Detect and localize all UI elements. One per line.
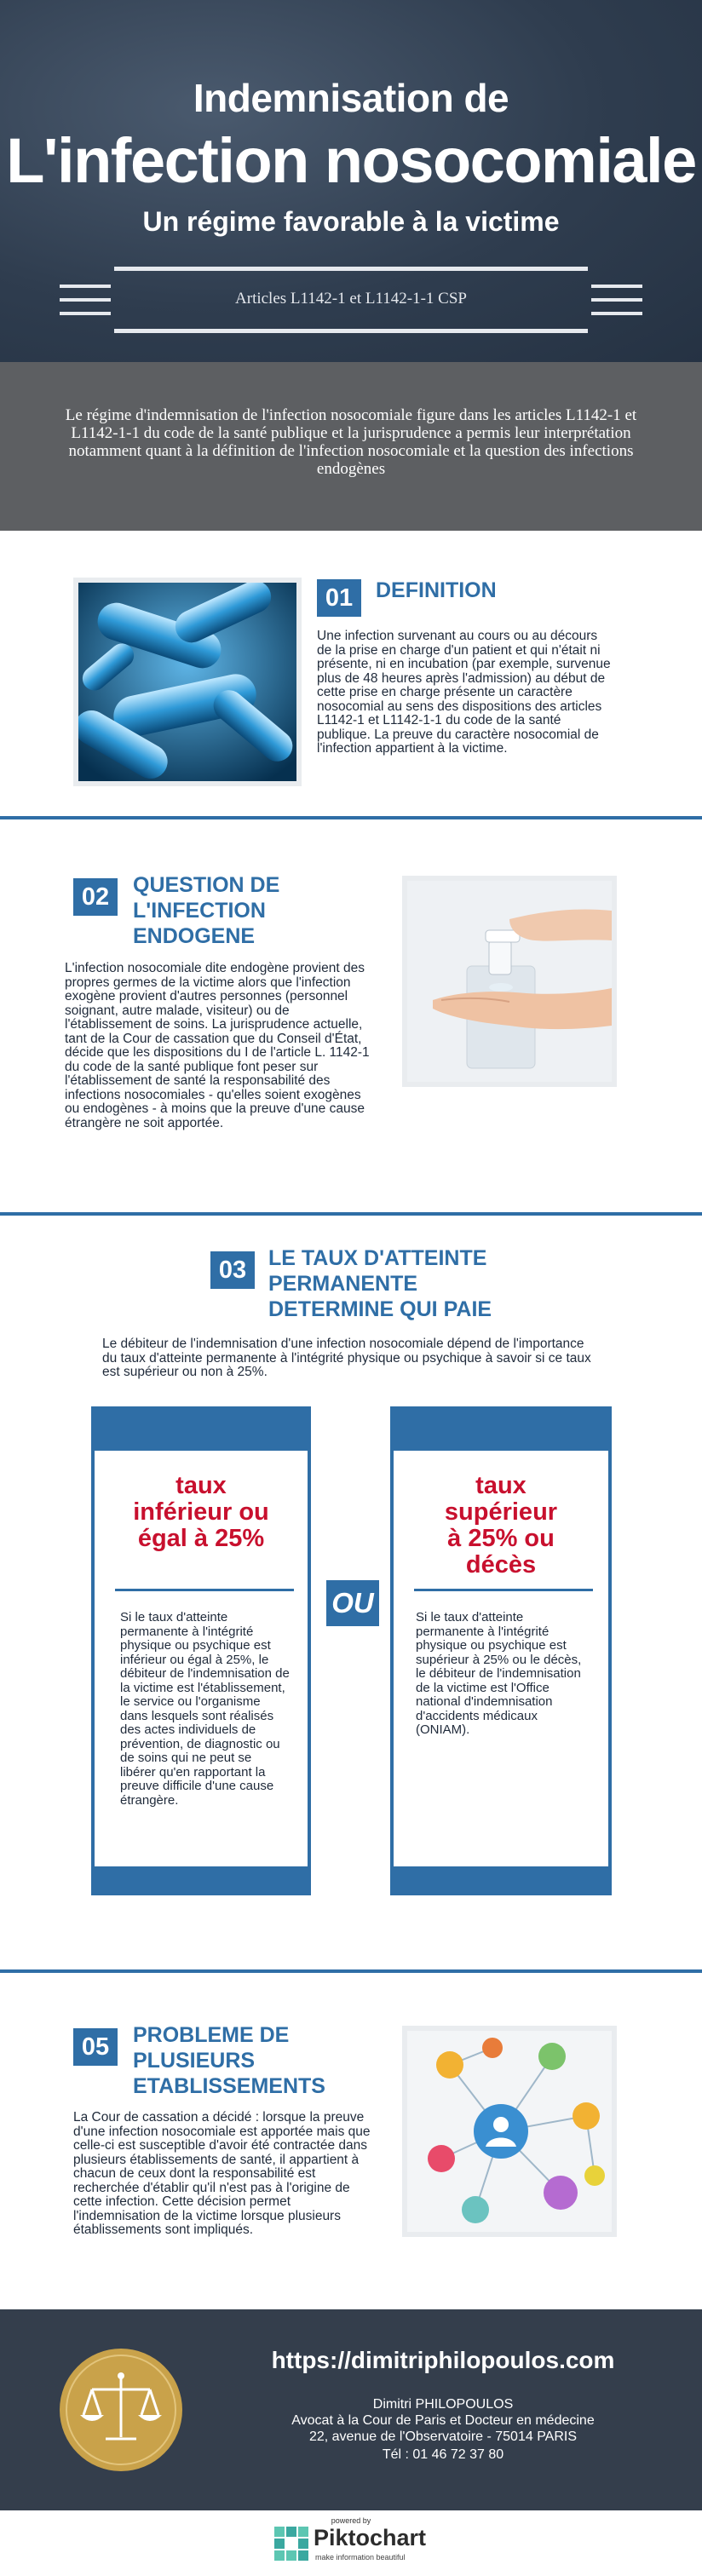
section-01-number: 01 xyxy=(317,579,361,617)
footer-name: Dimitri PHILOPOULOS xyxy=(372,2397,514,2412)
bacteria-illustration xyxy=(78,583,296,781)
section-03-number: 03 xyxy=(210,1251,255,1289)
header-rule-bottom xyxy=(114,329,588,333)
section-03-intro: Le débiteur de l'indemnisation d'une infection nosocomiale dépend de l'importance du taux d'atteinte permanente à l'intégrité physique ou psychique à savoir si ce taux est supérieur ou non à 25%. xyxy=(102,1337,591,1379)
column-left xyxy=(91,1406,311,1895)
column-right-body: Si le taux d'atteinte permanente à l'intégrité physique ou psychique est supérieur à 25% ou le décès, le débiteur de l'indemnisation de la victime est l'Office national d'indemnisation d'accidents médicaux (ONIAM). xyxy=(416,1610,582,1737)
bacteria-image xyxy=(73,578,302,786)
piktochart-logo-svg xyxy=(274,2527,308,2561)
column-left-rule xyxy=(115,1589,294,1591)
section-02-body: L'infection nosocomiale dite endogène provient des propres germes de la victime alors que l'infection exogène provient d'autres personnes (personnel soignant, autre malade, visiteur) ou de l'établissement de soins. La jurisprudence actuelle, tant de la Cour de cassation que du Conseil d'État, décide que les dispositions du I de l'article L. 1142-1 du code de la santé publique font peser sur l'établissement de santé la responsabilité des infections nosocomiales - qu'elles soient exogènes ou endogènes - à moins que la preuve d'une cause étrangère ne soit apportée. xyxy=(65,961,370,1130)
header-rule-top xyxy=(114,267,588,271)
piktochart-tagline: make information beautiful xyxy=(315,2553,406,2562)
scales-of-justice-icon xyxy=(60,2349,182,2471)
footer-address: 22, avenue de l'Observatoire - 75014 PARIS xyxy=(308,2429,578,2444)
column-right xyxy=(390,1406,612,1895)
header-rule-right-1 xyxy=(591,285,642,288)
title-line-2: L'infection nosocomiale xyxy=(6,125,696,196)
section-02-number: 02 xyxy=(73,878,118,916)
column-left-footer xyxy=(95,1866,308,1892)
piktochart-name[interactable]: Piktochart xyxy=(314,2525,427,2550)
intro-band xyxy=(0,362,702,531)
footer-role: Avocat à la Cour de Paris et Docteur en médecine xyxy=(291,2413,595,2428)
scales-svg xyxy=(60,2349,182,2471)
section-03-title: LE TAUX D'ATTEINTE PERMANENTE DETERMINE QUI PAIE xyxy=(268,1246,492,1321)
intro-text: Le régime d'indemnisation de l'infection nosocomiale figure dans les articles L1142-1 et L1142-1-1 du code de la santé publique et la jurisprudence a permis leur interprétation notamment quant à la définition de l'infection nosocomiale et la question des infections endogènes xyxy=(65,406,637,478)
subtitle: Un régime favorable à la victime xyxy=(142,206,560,237)
section-01-body: Une infection survenant au cours ou au décours de la prise en charge d'un patient et qui n'était ni présente, ni en incubation (par exemple, survenue plus de 48 heures après l'admission) au début de cette prise en charge présente un caractère nosocomial au sens des dispositions des articles L1142-1 et L1142-1-1 du code de la santé publique. La preuve du caractère nosocomial de l'infection appartient à la victime. xyxy=(317,629,611,756)
column-left-body: Si le taux d'atteinte permanente à l'intégrité physique ou psychique est inférieur ou égal à 25%, le débiteur de l'indemnisation de la victime est l'établissement, le service ou l'organisme dans lesquels sont réalisés des actes individuels de prévention, de diagnostic ou de soins qui ne peut se libérer qu'en rapportant la preuve difficile d'une cause étrangère. xyxy=(120,1610,290,1808)
section-05-body: La Cour de cassation a décidé : lorsque la preuve d'une infection nosocomiale est apportée mais que celle-ci est susceptible d'avoir été contractée dans plusieurs établissements de santé, il appartient à chacun de ceux dont la responsabilité est recherchée d'établir qu'il n'est pas à l'origine de cette infection. Cette décision permet l'indemnisation de la victime lorsque plusieurs établissements sont impliqués. xyxy=(73,2110,371,2237)
column-right-header xyxy=(394,1410,608,1451)
section-01-title: DEFINITION xyxy=(376,578,497,602)
section-05-title: PROBLEME DE PLUSIEURS ETABLISSEMENTS xyxy=(133,2023,325,2098)
section-05-number: 05 xyxy=(73,2028,118,2066)
website-link[interactable]: https://dimitriphilopoulos.com xyxy=(271,2347,615,2373)
articles-reference: Articles L1142-1 et L1142-1-1 CSP xyxy=(235,290,467,308)
column-right-title: taux supérieur à 25% ou décès xyxy=(444,1472,558,1578)
hero-banner xyxy=(0,0,702,362)
ou-badge: OU xyxy=(326,1580,379,1626)
header-rule-right-3 xyxy=(591,312,642,315)
hands-illustration xyxy=(407,881,612,1082)
powered-by-label: powered by xyxy=(331,2516,371,2525)
divider-3 xyxy=(0,1969,702,1973)
title-line-1: Indemnisation de xyxy=(193,76,509,120)
people-network-image xyxy=(402,2026,617,2237)
divider-2 xyxy=(0,1212,702,1216)
column-left-title: taux inférieur ou égal à 25% xyxy=(133,1472,269,1552)
footer-phone: Tél : 01 46 72 37 80 xyxy=(382,2447,504,2462)
piktochart-logo-icon xyxy=(274,2527,308,2561)
column-right-footer xyxy=(394,1866,608,1892)
column-left-header xyxy=(95,1410,308,1451)
header-rule-left-3 xyxy=(60,312,111,315)
footer xyxy=(0,2309,702,2510)
divider-1 xyxy=(0,816,702,819)
network-illustration xyxy=(407,2031,612,2232)
header-rule-left-1 xyxy=(60,285,111,288)
hand-sanitizer-image xyxy=(402,876,617,1087)
section-02-title: QUESTION DE L'INFECTION ENDOGENE xyxy=(133,873,280,948)
column-right-rule xyxy=(414,1589,593,1591)
